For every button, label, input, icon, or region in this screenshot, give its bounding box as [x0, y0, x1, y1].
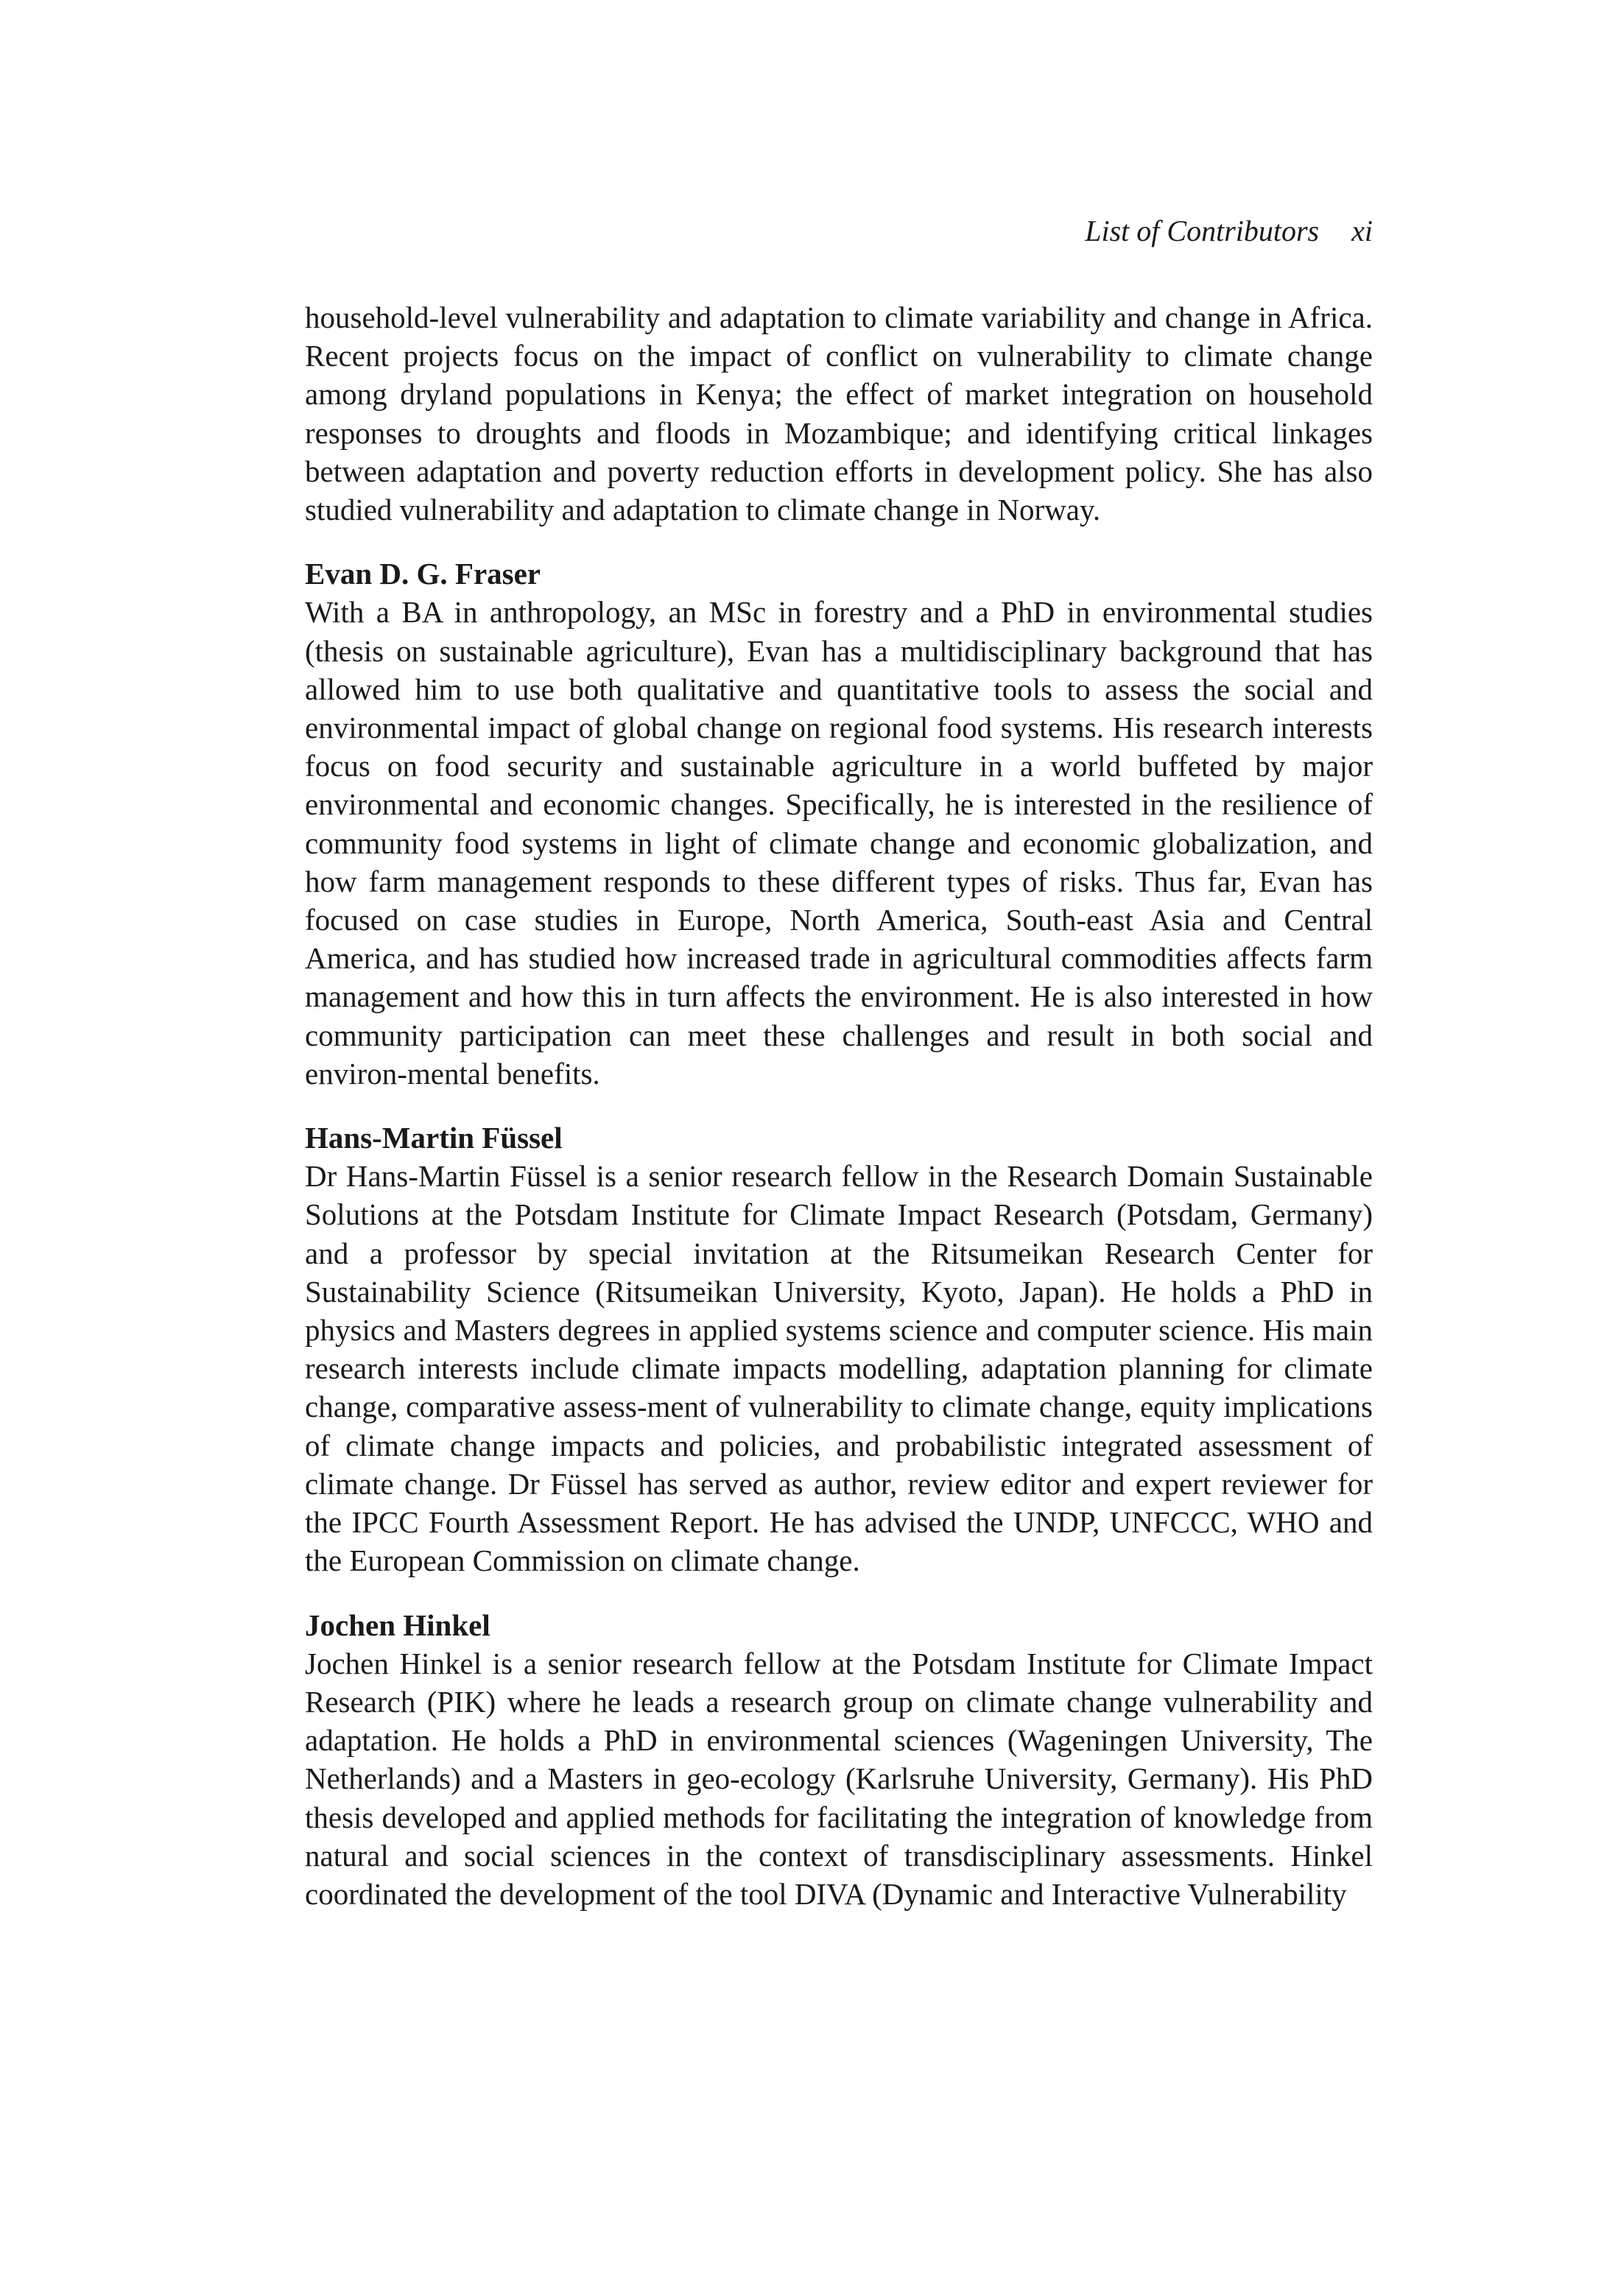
contributor-name: Hans-Martin Füssel: [305, 1121, 563, 1155]
section-title: List of Contributors: [1085, 214, 1320, 247]
contributor-bio: Jochen Hinkel is a senior research fellow at the Potsdam Institute for Climate Impact Research (PIK) where he leads a research group on climate change vulnerability and adaptation. He holds a PhD in environmental sciences (Wageningen University, The Netherlands) and a Masters in geo-ecology (Karlsruhe University, Germany). His PhD thesis developed and applied methods for facilitating the integration of knowledge from natural and social sciences in the context of transdisciplinary assessments. Hinkel coordinated the development of the tool DIVA (Dynamic and Interactive Vulnerability: [305, 1646, 1373, 1911]
continued-bio-paragraph: household-level vulnerability and adaptation to climate variability and change in Africa. Recent projects focus on the impact of conflict on vulnerability to climate change among dryland populations in Kenya; the effect of market integration on household responses to droughts and floods in Mozambique; and identifying critical linkages between adaptation and poverty reduction efforts in development policy. She has also studied vulnerability and adaptation to climate change in Norway.: [305, 300, 1373, 527]
contributor-name: Jochen Hinkel: [305, 1607, 490, 1642]
body-text: [305, 298, 1373, 1913]
running-head: [1085, 214, 1373, 248]
contributor-bio: With a BA in anthropology, an MSc in forestry and a PhD in environmental studies (thesis on sustainable agriculture), Evan has a multidisciplinary background that has allowed him to use both qualitative and quantitative tools to assess the social and environmental impact of global change on regional food systems. His research interests focus on food security and sustainable agriculture in a world buffeted by major environmental and economic changes. Specifically, he is interested in the resilience of community food systems in light of climate change and economic globalization, and how farm management responds to these different types of risks. Thus far, Evan has focused on case studies in Europe, North America, South-east Asia and Central America, and has studied how increased trade in agricultural commodities affects farm management and how this in turn affects the environment. He is also interested in how community participation can meet these challenges and result in both social and environ-mental benefits.: [305, 595, 1373, 1091]
contributor-name: Evan D. G. Fraser: [305, 557, 541, 591]
page-number: xi: [1351, 214, 1373, 247]
contributor-entry-hinkel: [305, 1606, 1373, 1914]
contributor-entry-fussel: [305, 1119, 1373, 1580]
contributor-bio: Dr Hans-Martin Füssel is a senior research fellow in the Research Domain Sustainable Solutions at the Potsdam Institute for Climate Impact Research (Potsdam, Germany) and a professor by special invitation at the Ritsumeikan Research Center for Sustainability Science (Ritsumeikan University, Kyoto, Japan). He holds a PhD in physics and Masters degrees in applied systems science and computer science. His main research interests include climate impacts modelling, adaptation planning for climate change, comparative assess-ment of vulnerability to climate change, equity implications of climate change impacts and policies, and probabilistic integrated assessment of climate change. Dr Füssel has served as author, review editor and expert reviewer for the IPCC Fourth Assessment Report. He has advised the UNDP, UNFCCC, WHO and the European Commission on climate change.: [305, 1159, 1373, 1578]
contributor-entry-fraser: [305, 554, 1373, 1093]
